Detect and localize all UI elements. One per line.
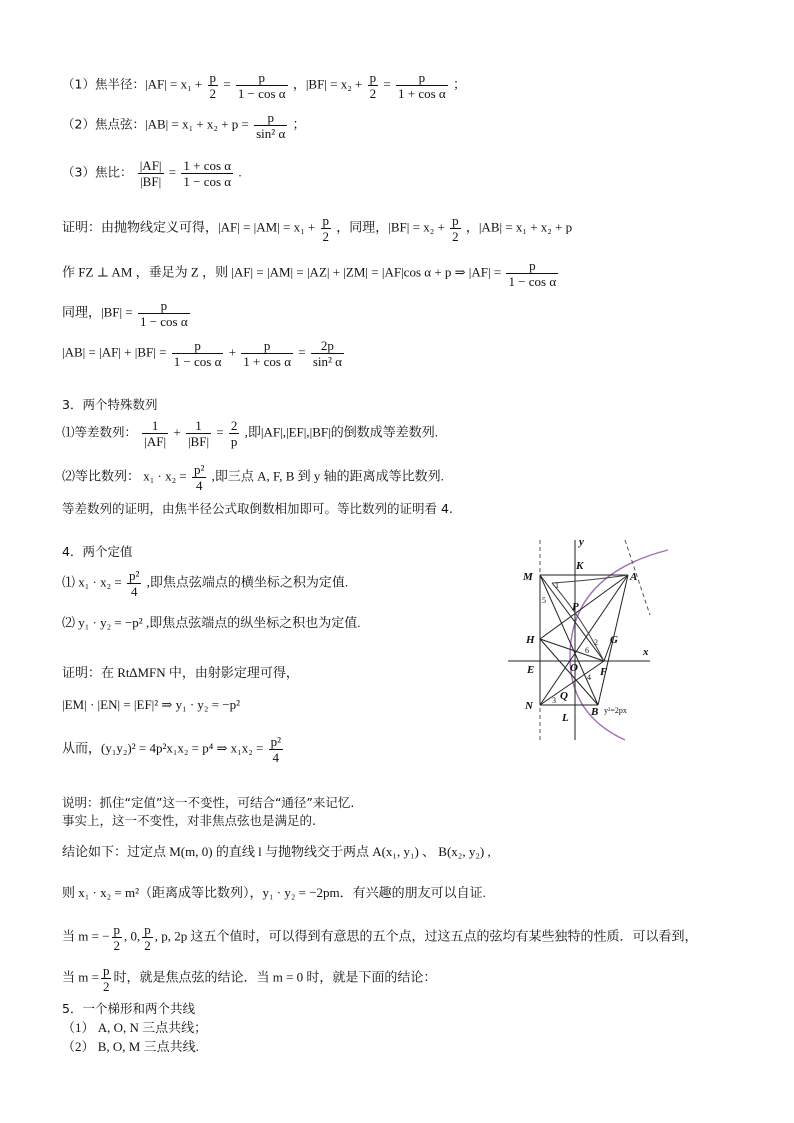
label-Q: Q: [560, 690, 568, 702]
label-E: E: [527, 664, 535, 676]
fraction: $\frac{p}{\text{1 + cos α}}$: [243, 338, 292, 369]
fraction: $\frac{p}{\text{1 − cos α}}$: [508, 258, 557, 289]
angle-6: 6: [585, 646, 589, 655]
remark-3: 结论如下：过定点 M(m, 0) 的直线 l 与抛物线交于两点 A(x₁, y₁) 、 B(x₂, y₂) ,: [62, 844, 491, 859]
fraction: $\frac{p}{\text{sin² α}}$: [256, 110, 286, 141]
proof-line-3: 同理，|BF| = $\frac{p}{\text{1 − cos α}}$: [62, 298, 188, 329]
remark-5: 当 m = − $\frac{p}{2}$ , 0, $\frac{p}{2}$ , p, 2p 这五个值时，可以得到有意思的五个点，过这五点的弦均有某些独特的性质．可以看到，: [62, 922, 698, 953]
remark-2: 事实上，这一不变性，对非焦点弦也是满足的.: [62, 813, 316, 828]
label-F: F: [600, 666, 608, 678]
curve-label: y²=2px: [604, 706, 627, 715]
label-L: L: [562, 712, 569, 724]
fraction: $\frac{p}{2}$: [322, 213, 330, 244]
collinear-2: （2） B, O, M 三点共线.: [62, 1039, 199, 1054]
rt-proof-intro: 证明：在 Rt∆MFN 中，由射影定理可得，: [62, 665, 299, 680]
fraction: $\frac{p}{\text{1 − cos α}}$: [173, 338, 222, 369]
label-N: N: [525, 700, 533, 712]
label-O: O: [570, 662, 578, 674]
proof-line-2: 作 FZ ⊥ AM ，垂足为 Z ，则 |AF| = |AM| = |AZ| + |ZM| = |AF|cos α + p ⇒ |AF| = $\frac{p}{\text{1 − cos α}}$: [62, 258, 557, 289]
collinear-1: （1） A, O, N 三点共线；: [62, 1020, 208, 1035]
fraction: $\frac{\text{p²}}{4}$: [193, 462, 205, 493]
fraction: $\frac{p}{2}$: [369, 70, 377, 101]
fraction: $\frac{p}{2}$: [209, 70, 216, 101]
proof-line-4: |AB| = |AF| + |BF| = $\frac{p}{\text{1 − cos α}}$ + $\frac{p}{\text{1 + cos α}}$ = $\frac{2p}{\text{sin² α}}$: [62, 338, 342, 369]
parabola-figure: [500, 535, 680, 745]
label-H: H: [526, 634, 535, 646]
label-A: A: [630, 571, 638, 583]
geometric-seq-line: ⑵等比数列： x₁ · x₂ = $\frac{\text{p²}}{4}$ ,即三点 A, F, B 到 y 轴的距离成等比数列.: [62, 462, 444, 493]
fixed-value-2: ⑵ y₁ · y₂ = −p² ,即焦点弦端点的纵坐标之积也为定值.: [62, 615, 361, 630]
remark-6: 当 m = $\frac{p}{2}$ 时，就是焦点弦的结论．当 m = 0 时，就是下面的结论：: [62, 963, 437, 994]
fraction: $\frac{p}{2}$: [144, 922, 151, 953]
angle-2: 2: [594, 638, 598, 647]
focal-radius-line: （1）焦半径：|AF| = x₁ + $\frac{p}{2}$ = $\frac{p}{\text{1 − cos α}}$ ，|BF| = x₂ + $\frac{p}{2}$ = $\frac{p}{\text{1 + cos α}}$ ；: [62, 70, 466, 101]
fraction: $\frac{\text{p²}}{4}$: [270, 734, 281, 765]
seq-proof-note: 等差数列的证明，由焦半径公式取倒数相加即可。等比数列的证明看 4.: [62, 501, 453, 516]
fraction: $\frac{p}{\text{1 − cos α}}$: [139, 298, 188, 329]
label-M: M: [523, 571, 533, 583]
section-3-title: 3．两个特殊数列: [62, 397, 158, 412]
fraction: $\frac{2p}{\text{sin² α}}$: [312, 338, 342, 369]
fixed-value-1: ⑴ x₁ · x₂ = $\frac{\text{p²}}{4}$ ,即焦点弦端点的横坐标之积为定值.: [62, 568, 349, 599]
angle-1: 1: [555, 581, 559, 590]
rt-proof-eq: |EM| · |EN| = |EF|² ⇒ y₁ · y₂ = −p²: [62, 697, 241, 712]
label-G: G: [610, 634, 618, 646]
remark-1: 说明：抓住“定值”这一不变性，可结合“通径”来记忆.: [62, 795, 355, 810]
focal-ratio-line: （3）焦比： $\frac{|AF|}{|BF|}$ = $\frac{\text{1 + cos α}}{\text{1 − cos α}}$ .: [62, 158, 242, 189]
fraction: $\frac{|AF|}{|BF|}$: [139, 158, 162, 189]
label-P: P: [572, 601, 579, 613]
angle-3: 3: [552, 696, 556, 705]
fraction: $\frac{1}{|BF|}$: [187, 418, 210, 449]
angle-5: 5: [542, 596, 546, 605]
label-x: x: [643, 646, 649, 658]
proof-line-1: 证明：由抛物线定义可得，|AF| = |AM| = x₁ + $\frac{p}{2}$ ，同理，|BF| = x₂ + $\frac{p}{2}$ ，|AB| = x₁ + x₂ + p: [62, 213, 573, 244]
fraction: $\frac{2}{p}$: [230, 418, 238, 449]
arithmetic-seq-line: ⑴等差数列： $\frac{1}{|AF|}$ + $\frac{1}{|BF|}$ = $\frac{2}{p}$ ,即|AF|,|EF|,|BF|的倒数成等差数列.: [62, 418, 438, 449]
angle-4: 4: [587, 673, 591, 682]
fraction: $\frac{p}{2}$: [102, 963, 110, 994]
fraction: $\frac{\text{p²}}{4}$: [128, 568, 140, 599]
fraction: $\frac{p}{\text{1 + cos α}}$: [397, 70, 446, 101]
label-y: y: [579, 536, 584, 548]
fraction: $\frac{1}{|AF|}$: [144, 418, 167, 449]
fraction: $\frac{p}{\text{1 − cos α}}$: [237, 70, 286, 101]
focal-chord-line: （2）焦点弦：|AB| = x₁ + x₂ + p = $\frac{p}{\text{sin² α}}$ ；: [62, 110, 306, 141]
section-4-title: 4．两个定值: [62, 544, 133, 559]
fraction: $\frac{p}{2}$: [452, 213, 459, 244]
label-K: K: [576, 560, 584, 572]
fraction: $\frac{\text{1 + cos α}}{\text{1 − cos α}}$: [183, 158, 232, 189]
label-B: B: [591, 706, 599, 718]
fraction: $\frac{p}{2}$: [113, 922, 121, 953]
rt-proof-conclusion: 从而，(y₁y₂)² = 4p²x₁x₂ = p⁴ ⇒ x₁x₂ = $\frac{\text{p²}}{4}$: [62, 734, 281, 765]
remark-4: 则 x₁ · x₂ = m²（距离成等比数列），y₁ · y₂ = −2pm．有兴趣的朋友可以自证.: [62, 885, 486, 900]
section-5-title: 5．一个梯形和两个共线: [62, 1001, 195, 1016]
